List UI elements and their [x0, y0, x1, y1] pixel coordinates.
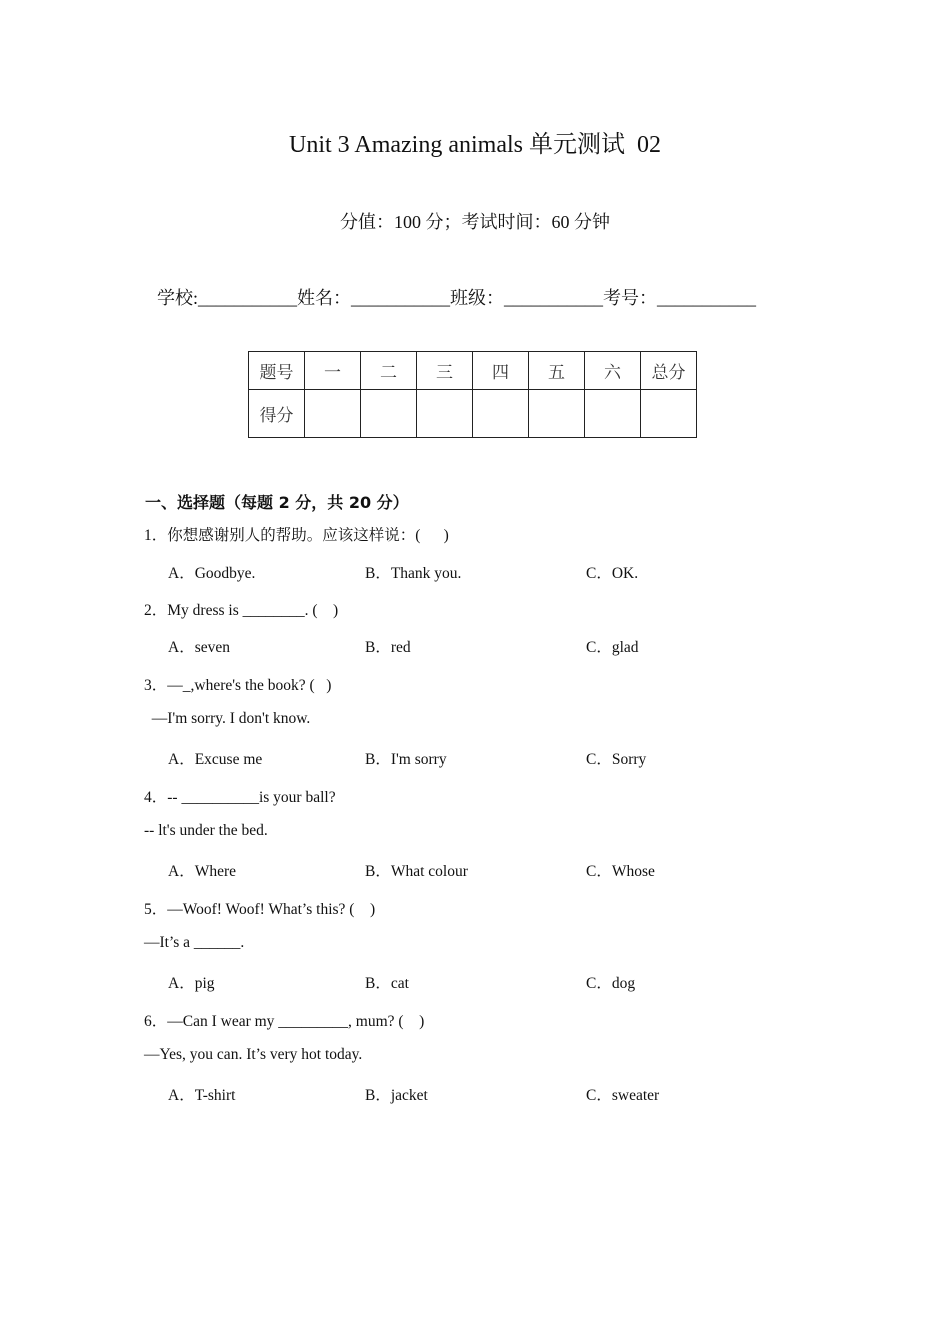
score-table-cell: 六 [585, 352, 641, 390]
option-b: B．cat [365, 975, 409, 992]
score-table-cell: 一 [305, 352, 361, 390]
score-table [248, 351, 697, 438]
question-text: 2．My dress is ________. ( ) [144, 602, 339, 619]
question-response-line: —It’s a ______. [144, 934, 245, 951]
score-table-cell: 题号 [249, 352, 305, 390]
score-table-header-row [249, 352, 697, 390]
option-c: C．Sorry [586, 751, 647, 768]
question-text: 4．-- __________is your ball? [144, 789, 336, 806]
option-c: C．Whose [586, 863, 655, 880]
option-c: C．sweater [586, 1087, 660, 1104]
score-cell [641, 390, 697, 438]
question-response-line: —I'm sorry. I don't know. [144, 710, 311, 727]
question-text: 3．—_,where's the book? ( ) [144, 677, 332, 694]
score-table-cell: 四 [473, 352, 529, 390]
score-cell [417, 390, 473, 438]
option-b: B．Thank you. [365, 565, 462, 582]
question-response-line: —Yes, you can. It’s very hot today. [144, 1046, 363, 1063]
option-c: C．glad [586, 639, 639, 656]
option-a: A．Goodbye. [168, 565, 256, 582]
score-cell [585, 390, 641, 438]
section-title: 一、选择题（每题 2 分，共 20 分） [145, 493, 409, 512]
option-a: A．T-shirt [168, 1087, 236, 1104]
question-text: 6．—Can I wear my _________, mum? ( ) [144, 1013, 425, 1030]
page-title: Unit 3 Amazing animals 单元测试 02 [289, 132, 661, 158]
option-b: B．jacket [365, 1087, 428, 1104]
score-table-cell: 总分 [641, 352, 697, 390]
option-a: A．seven [168, 639, 230, 656]
option-b: B．red [365, 639, 411, 656]
question-text: 1．你想感谢别人的帮助。应该这样说：( ) [144, 527, 449, 544]
score-table-score-row [249, 390, 697, 438]
score-table-cell: 三 [417, 352, 473, 390]
student-info-line: 学校:___________姓名：___________班级：___________考号：___________ [157, 288, 756, 308]
score-table-row-label: 得分 [249, 390, 305, 438]
score-cell [361, 390, 417, 438]
option-a: A．pig [168, 975, 215, 992]
option-c: C．OK. [586, 565, 639, 582]
question-response-line: -- lt's under the bed. [144, 822, 268, 839]
option-a: A．Where [168, 863, 236, 880]
option-c: C．dog [586, 975, 636, 992]
score-cell [305, 390, 361, 438]
score-table-cell: 二 [361, 352, 417, 390]
exam-info-subtitle: 分值：100 分；考试时间：60 分钟 [340, 212, 610, 232]
option-a: A．Excuse me [168, 751, 263, 768]
question-text: 5．—Woof! Woof! What’s this? ( ) [144, 901, 376, 918]
score-cell [473, 390, 529, 438]
score-cell [529, 390, 585, 438]
option-b: B．What colour [365, 863, 468, 880]
option-b: B．I'm sorry [365, 751, 447, 768]
score-table-cell: 五 [529, 352, 585, 390]
